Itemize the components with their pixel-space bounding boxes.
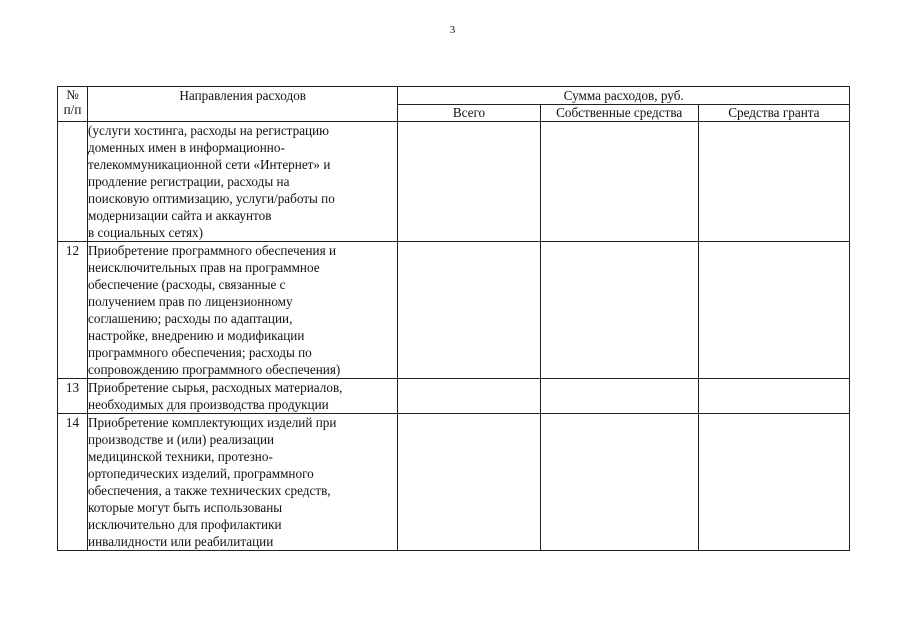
row-own-funds-cell: [540, 242, 698, 379]
page-number: 3: [449, 24, 456, 36]
header-grant-funds: Средства гранта: [698, 105, 849, 122]
row-grant-funds-cell: [698, 414, 849, 551]
row-total-cell: [398, 379, 540, 414]
header-expense-direction: Направления расходов: [88, 87, 398, 122]
header-number: № п/п: [58, 87, 88, 122]
expenses-table: [57, 86, 850, 551]
row-grant-funds-cell: [698, 242, 849, 379]
row-direction: Приобретение программного обеспечения и неисключительных прав на программное обеспечение (расходы, связанные с получением прав по лицензионному соглашению; расходы по адаптации, настройке, внедрению и модификации программного обеспечения; расходы по сопровождению программного обеспечения): [88, 242, 398, 379]
row-own-funds-cell: [540, 414, 698, 551]
header-own-funds: Собственные средства: [540, 105, 698, 122]
row-number: 13: [58, 379, 88, 414]
row-direction: Приобретение сырья, расходных материалов, необходимых для производства продукции: [88, 379, 398, 414]
row-own-funds-cell: [540, 122, 698, 242]
table-row: [58, 122, 850, 242]
header-total: Всего: [398, 105, 540, 122]
table-row: [58, 242, 850, 379]
row-own-funds-cell: [540, 379, 698, 414]
row-total-cell: [398, 414, 540, 551]
row-direction: Приобретение комплектующих изделий при производстве и (или) реализации медицинской техники, протезно- ортопедических изделий, программного обеспечения, а также технических средств, которые могут быть использованы исключительно для профилактики инвалидности или реабилитации: [88, 414, 398, 551]
table-row: [58, 414, 850, 551]
row-total-cell: [398, 122, 540, 242]
row-number: 14: [58, 414, 88, 551]
row-grant-funds-cell: [698, 379, 849, 414]
row-grant-funds-cell: [698, 122, 849, 242]
row-number: 12: [58, 242, 88, 379]
row-total-cell: [398, 242, 540, 379]
table-row: [58, 379, 850, 414]
row-number: [58, 122, 88, 242]
header-expense-sum: Сумма расходов, руб.: [398, 87, 850, 105]
row-direction: (услуги хостинга, расходы на регистрацию доменных имен в информационно- телекоммуникационной сети «Интернет» и продление регистрации, расходы на поисковую оптимизацию, услуги/работы по модернизации сайта и аккаунтов в социальных сетях): [88, 122, 398, 242]
